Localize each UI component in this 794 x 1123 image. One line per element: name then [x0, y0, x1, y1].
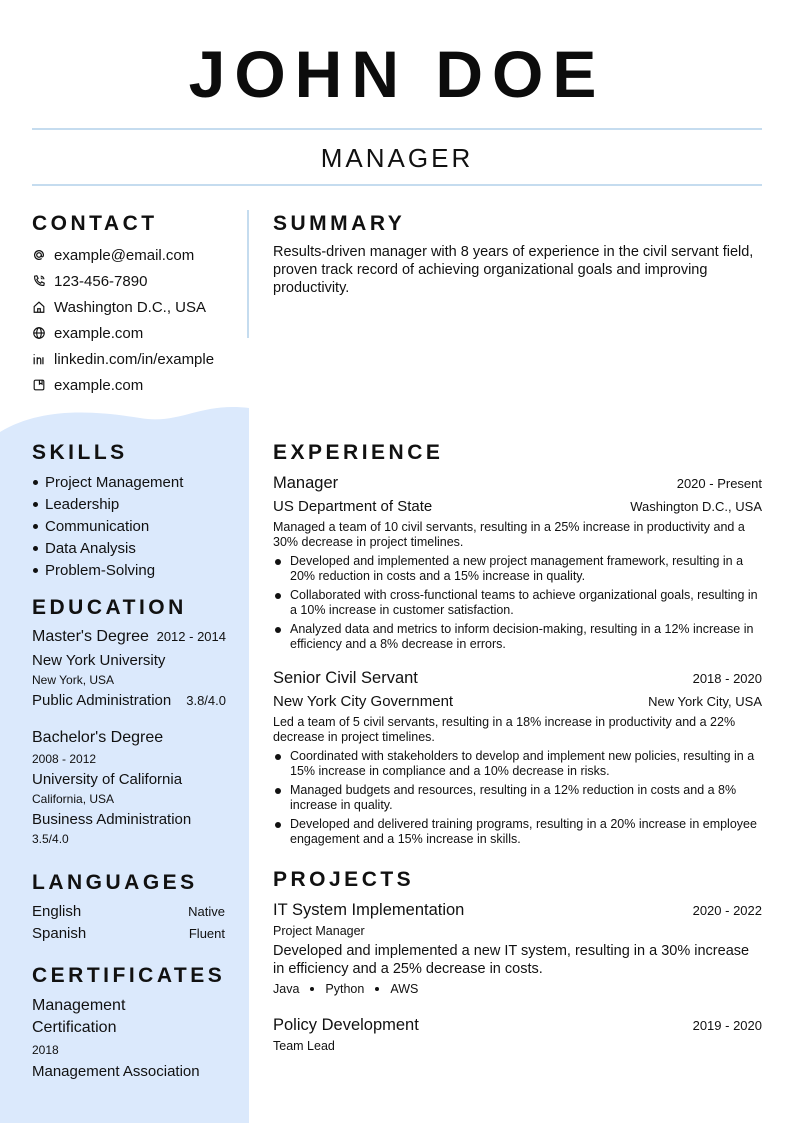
education-entry: [32, 626, 226, 711]
list-item: [32, 537, 242, 559]
bullet-icon: [275, 627, 281, 633]
list-item: [32, 923, 225, 945]
job-title: Manager: [273, 474, 339, 492]
contact-text: example@email.com: [54, 246, 195, 264]
project-title: IT System Implementation: [273, 901, 465, 919]
skill-text: Project Management: [45, 473, 184, 491]
column-divider: [247, 210, 249, 338]
certificate-entry: [32, 995, 232, 1082]
certificate-issuer: Management Association: [32, 1063, 200, 1080]
job-bullets: [273, 749, 762, 847]
bullet-icon: [33, 524, 38, 529]
summary-heading: SUMMARY: [273, 212, 406, 235]
projects-heading: PROJECTS: [273, 868, 415, 891]
school: New York University: [32, 652, 166, 669]
field-of-study: Business Administration: [32, 811, 192, 828]
degree: Bachelor's Degree: [32, 729, 164, 746]
dates: 2008 - 2012: [32, 752, 97, 766]
skill-text: Communication: [45, 517, 150, 535]
bullet-text: Analyzed data and metrics to inform decision-making, resulting in a 12% increase in efficiency and a 8% decrease in errors.: [290, 622, 754, 651]
bullet-icon: [275, 788, 281, 794]
language-name: Spanish: [32, 925, 87, 942]
list-item: [32, 493, 242, 515]
list-item: [32, 901, 225, 923]
list-item: [32, 515, 242, 537]
bullet-icon: [33, 480, 38, 485]
project-title: Policy Development: [273, 1016, 419, 1034]
field-of-study: Public Administration: [32, 692, 172, 709]
header-divider-bottom: [32, 184, 762, 186]
contact-text: Washington D.C., USA: [54, 298, 206, 316]
skill-text: Leadership: [45, 495, 120, 513]
job-dates: 2020 - Present: [676, 476, 762, 491]
contact-heading: CONTACT: [32, 212, 158, 235]
bullet-text: Collaborated with cross-functional teams to achieve organizational goals, resulting in a 10% increase in customer satisfaction.: [290, 588, 758, 617]
contact-location: [32, 294, 247, 320]
contact-linkedin[interactable]: [32, 346, 247, 372]
project-dates: 2019 - 2020: [692, 1018, 762, 1033]
tech-item: Python: [325, 982, 365, 996]
project-description: Developed and implemented a new IT system, resulting in a 30% increase in efficiency and a 25% decrease in costs.: [273, 943, 750, 977]
degree: Master's Degree: [32, 628, 149, 645]
phone-icon: [32, 273, 54, 289]
separator-dot-icon: [375, 987, 379, 991]
skill-text: Problem-Solving: [45, 561, 156, 579]
job-description: Led a team of 5 civil servants, resulting in a 18% increase in productivity and a 22% decrease in project timelines.: [273, 715, 736, 744]
certificates-heading: CERTIFICATES: [32, 964, 226, 987]
list-item: [273, 783, 762, 813]
tech-item: Java: [273, 982, 300, 996]
candidate-name: JOHN DOE: [188, 37, 606, 111]
school: University of California: [32, 771, 183, 788]
job-title: Senior Civil Servant: [273, 669, 418, 687]
experience-heading: EXPERIENCE: [273, 441, 444, 464]
skill-text: Data Analysis: [45, 539, 136, 557]
experience-entry: [273, 667, 762, 851]
list-item: [273, 622, 762, 652]
job-description: Managed a team of 10 civil servants, resulting in a 25% increase in productivity and a 30% decrease in project timelines.: [273, 520, 745, 549]
certificate-year: 2018: [32, 1043, 59, 1057]
contact-text: 123-456-7890: [54, 272, 148, 290]
separator-dot-icon: [310, 987, 314, 991]
bullet-icon: [33, 546, 38, 551]
summary-text: Results-driven manager with 8 years of experience in the civil servant field, proven track record of achieving organizational goals and improving productivity.: [273, 244, 754, 296]
home-icon: [32, 299, 54, 315]
education-entry: [32, 727, 226, 848]
experience-entry: [273, 472, 762, 656]
bullet-text: Coordinated with stakeholders to develop and implement new policies, resulting in a 15% increase in compliance and a 10% decrease in risks.: [290, 749, 755, 778]
header-divider-top: [32, 128, 762, 130]
contact-website[interactable]: [32, 320, 247, 346]
project-role: Project Manager: [273, 924, 365, 938]
skills-heading: SKILLS: [32, 441, 128, 464]
languages-heading: LANGUAGES: [32, 871, 198, 894]
project-role: Team Lead: [273, 1039, 335, 1053]
bullet-icon: [275, 754, 281, 760]
contact-text: linkedin.com/in/example: [54, 350, 215, 368]
bullet-icon: [275, 593, 281, 599]
candidate-title: MANAGER: [320, 143, 474, 173]
bullet-text: Managed budgets and resources, resulting in a 12% reduction in costs and a 8% increase in quality.: [290, 783, 737, 812]
bullet-icon: [33, 502, 38, 507]
list-item: [32, 559, 242, 581]
list-item: [32, 471, 242, 493]
languages-list: [32, 901, 225, 945]
language-level: Fluent: [188, 926, 225, 941]
education-heading: EDUCATION: [32, 596, 187, 619]
list-item: [273, 588, 762, 618]
school-location: New York, USA: [32, 673, 115, 687]
bullet-icon: [275, 559, 281, 565]
project-dates: 2020 - 2022: [692, 903, 762, 918]
at-icon: [32, 247, 54, 263]
bookmark-icon: [32, 377, 54, 393]
job-organization: US Department of State: [273, 498, 433, 515]
language-level: Native: [188, 904, 225, 919]
tech-item: AWS: [390, 982, 419, 996]
language-name: English: [32, 903, 82, 920]
job-bullets: [273, 554, 762, 652]
contact-list: [32, 242, 247, 398]
bullet-icon: [33, 568, 38, 573]
job-organization: New York City Government: [273, 693, 454, 710]
list-item: [273, 554, 762, 584]
contact-email[interactable]: [32, 242, 247, 268]
gpa: 3.8/4.0: [186, 693, 226, 708]
list-item: [273, 817, 762, 847]
contact-text: example.com: [54, 324, 144, 342]
job-location: Washington D.C., USA: [630, 499, 762, 514]
list-item: [273, 749, 762, 779]
linkedin-icon: [32, 351, 54, 367]
bullet-icon: [275, 822, 281, 828]
project-entry: [273, 1014, 762, 1056]
school-location: California, USA: [32, 792, 115, 806]
certificate-name: Management Certification: [32, 997, 126, 1036]
dates: 2012 - 2014: [156, 629, 226, 644]
gpa: 3.5/4.0: [32, 832, 69, 846]
skills-list: [32, 471, 242, 581]
project-entry: [273, 899, 762, 999]
project-tech-list: [273, 979, 762, 999]
job-location: New York City, USA: [648, 694, 762, 709]
contact-phone[interactable]: [32, 268, 247, 294]
globe-icon: [32, 325, 54, 341]
job-dates: 2018 - 2020: [692, 671, 762, 686]
contact-text: example.com: [54, 376, 144, 394]
contact-portfolio[interactable]: [32, 372, 247, 398]
bullet-text: Developed and delivered training programs, resulting in a 20% increase in employee engagement and a 15% increase in skills.: [290, 817, 757, 846]
bullet-text: Developed and implemented a new project management framework, resulting in a 20% reduction in costs and a 15% increase in quality.: [290, 554, 744, 583]
